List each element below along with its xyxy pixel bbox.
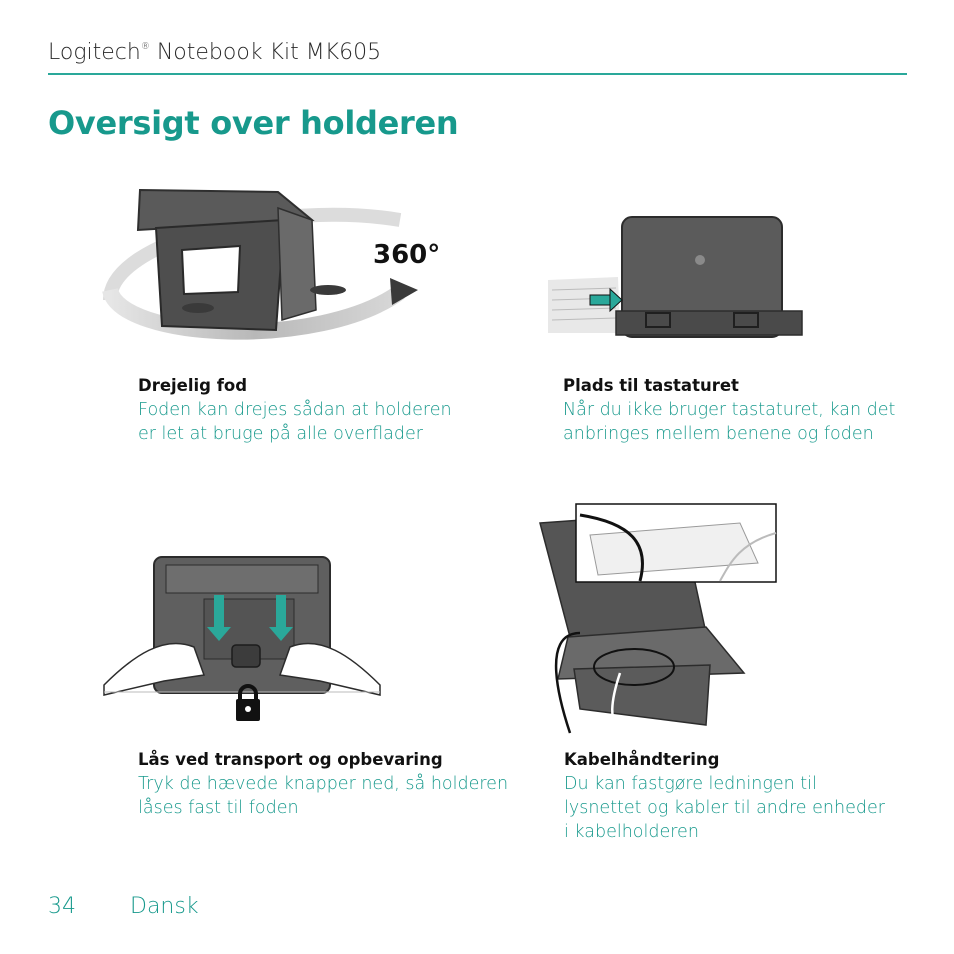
section-swivel-foot bbox=[138, 374, 452, 446]
language-label: Dansk bbox=[130, 894, 199, 919]
rotation-label: 360° bbox=[373, 240, 441, 270]
lock-stand-illustration bbox=[104, 555, 434, 725]
page-title: Oversigt over holderen bbox=[48, 104, 459, 142]
registered-mark: ® bbox=[140, 42, 150, 52]
product-name: Notebook Kit MK605 bbox=[149, 40, 382, 65]
section-text-line: i kabelholderen bbox=[564, 822, 699, 842]
section-keyboard-space bbox=[563, 374, 895, 446]
section-text-line: Foden kan drejes sådan at holderen bbox=[138, 400, 452, 420]
document-header bbox=[48, 40, 381, 65]
section-title: Plads til tastaturet bbox=[563, 376, 739, 395]
brand-name: Logitech bbox=[48, 40, 141, 65]
section-transport-lock bbox=[138, 748, 508, 820]
section-text-line: Når du ikke bruger tastaturet, kan det bbox=[563, 400, 896, 420]
section-text-line: låses fast til foden bbox=[138, 798, 299, 818]
section-text-line: anbringes mellem benene og foden bbox=[563, 424, 874, 444]
section-title: Kabelhåndtering bbox=[564, 750, 720, 769]
section-text-line: lysnettet og kabler til andre enheder bbox=[564, 798, 885, 818]
page-number: 34 bbox=[48, 894, 76, 919]
rotation-arrow-icon bbox=[390, 278, 418, 305]
section-text-line: Tryk de hævede knapper ned, så holderen bbox=[138, 774, 509, 794]
cable-management-illustration bbox=[540, 503, 780, 743]
header-rule bbox=[48, 73, 907, 75]
section-title: Drejelig fod bbox=[138, 376, 248, 395]
section-text-line: Du kan fastgøre ledningen til bbox=[564, 774, 817, 794]
section-cable-management bbox=[564, 748, 885, 844]
keyboard-storage-illustration bbox=[548, 215, 808, 340]
section-text-line: er let at bruge på alle overflader bbox=[138, 424, 423, 444]
section-title: Lås ved transport og opbevaring bbox=[138, 750, 443, 769]
